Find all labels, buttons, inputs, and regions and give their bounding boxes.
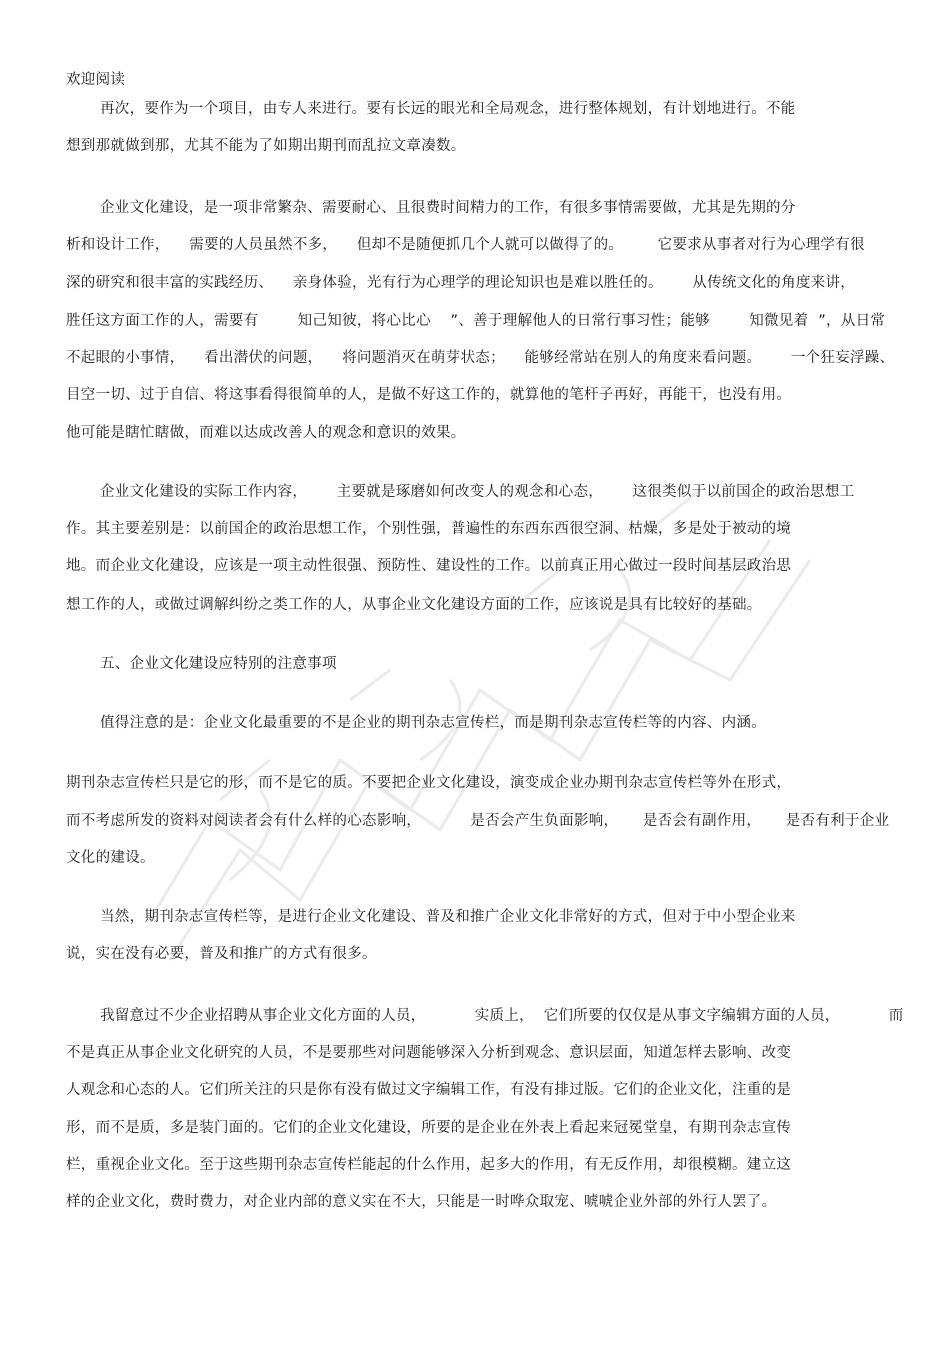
section-heading: 五、企业文化建设应特别的注意事项	[100, 656, 337, 672]
paragraph-line: 形，而不是质，多是装门面的。它们的企业文化建设，所要的是企业在外表上看起来冠冕堂皇，有期刊杂志宣传	[66, 1120, 792, 1136]
paragraph-line: 企业文化建设的实际工作内容， 主要就是琢磨如何改变人的观念和心态， 这很类似于以前国企的政治思想工	[100, 484, 855, 500]
paragraph-line: 而不考虑所发的资料对阅读者会有什么样的心态影响， 是否会产生负面影响， 是否会有副作用， 是否有利于企业	[66, 813, 890, 829]
paragraph-line: 他可能是瞎忙瞎做，而难以达成改善人的观念和意识的效果。	[66, 425, 466, 441]
paragraph-line: 想到那就做到那，尤其不能为了如期出期刊而乱拉文章凑数。	[66, 138, 466, 154]
paragraph-line: 地。而企业文化建设，应该是一项主动性很强、预防性、建设性的工作。以前真正用心做过一段时间基层政治思	[66, 558, 792, 574]
paragraph-line: 再次，要作为一个项目，由专人来进行。要有长远的眼光和全局观念，进行整体规划，有计划地进行。不能	[100, 101, 796, 117]
paragraph-line: 人观念和心态的人。它们所关注的只是你有没有做过文字编辑工作，有没有排过版。它们的企业文化，注重的是	[66, 1082, 792, 1098]
paragraph-line: 想工作的人，或做过调解纠纷之类工作的人，从事企业文化建设方面的工作，应该说是具有比较好的基础。	[66, 597, 762, 613]
paragraph-line: 值得注意的是：企业文化最重要的不是企业的期刊杂志宣传栏，而是期刊杂志宣传栏等的内容、内涵。	[100, 715, 766, 731]
paragraph-line: 当然，期刊杂志宣传栏等，是进行企业文化建设、普及和推广企业文化非常好的方式，但对于中小型企业来	[100, 909, 796, 925]
paragraph-line: 文化的建设。	[66, 850, 155, 866]
paragraph-line: 作。其主要差别是：以前国企的政治思想工作，个别性强，普遍性的东西东西很空洞、枯燥，多是处于被动的境	[66, 521, 792, 537]
paragraph-line: 深的研究和很丰富的实践经历、 亲身体验，光有行为心理学的理论知识也是难以胜任的。 从传统文化的角度来讲，	[66, 275, 856, 291]
paragraph-line: 期刊杂志宣传栏只是它的形，而不是它的质。不要把企业文化建设，演变成企业办期刊杂志宣传栏等外在形式，	[66, 775, 792, 791]
paragraph-line: 目空一切、过于自信、将这事看得很简单的人，是做不好这工作的，就算他的笔杆子再好，再能干，也没有用。	[66, 387, 792, 403]
paragraph-line: 企业文化建设，是一项非常繁杂、需要耐心、且很费时间精力的工作，有很多事情需要做，尤其是先期的分	[100, 200, 796, 216]
paragraph-line: 胜任这方面工作的人，需要有 知己知彼，将心比心 ”、善于理解他人的日常行事习性；能够 知微见着 ”，从日常	[66, 313, 886, 329]
paragraph-line: 不起眼的小事情， 看出潜伏的问题， 将问题消灭在萌芽状态； 能够经常站在别人的角度来看问题。 一个狂妄浮躁、	[66, 350, 895, 366]
paragraph-line: 说，实在没有必要，普及和推广的方式有很多。	[66, 946, 377, 962]
paragraph-line: 栏，重视企业文化。至于这些期刊杂志宣传栏能起的什么作用，起多大的作用，有无反作用，却很模糊。建立这	[66, 1157, 792, 1173]
paragraph-line: 析和设计工作， 需要的人员虽然不多， 但却不是随便抓几个人就可以做得了的。 它要求从事者对行为心理学有很	[66, 237, 865, 253]
paragraph-line: 不是真正从事企业文化研究的人员，不是要那些对问题能够深入分析到观念、意识层面，知道怎样去影响、改变	[66, 1045, 792, 1061]
paragraph-line: 样的企业文化，费时费力，对企业内部的意义实在不大，只能是一时哗众取宠、唬唬企业外部的外行人罢了。	[66, 1194, 777, 1210]
paragraph-line: 我留意过不少企业招聘从事企业文化方面的人员， 实质上， 它们所要的仅仅是从事文字编辑方面的人员， 而	[100, 1008, 904, 1024]
page-header: 欢迎阅读	[66, 72, 126, 88]
